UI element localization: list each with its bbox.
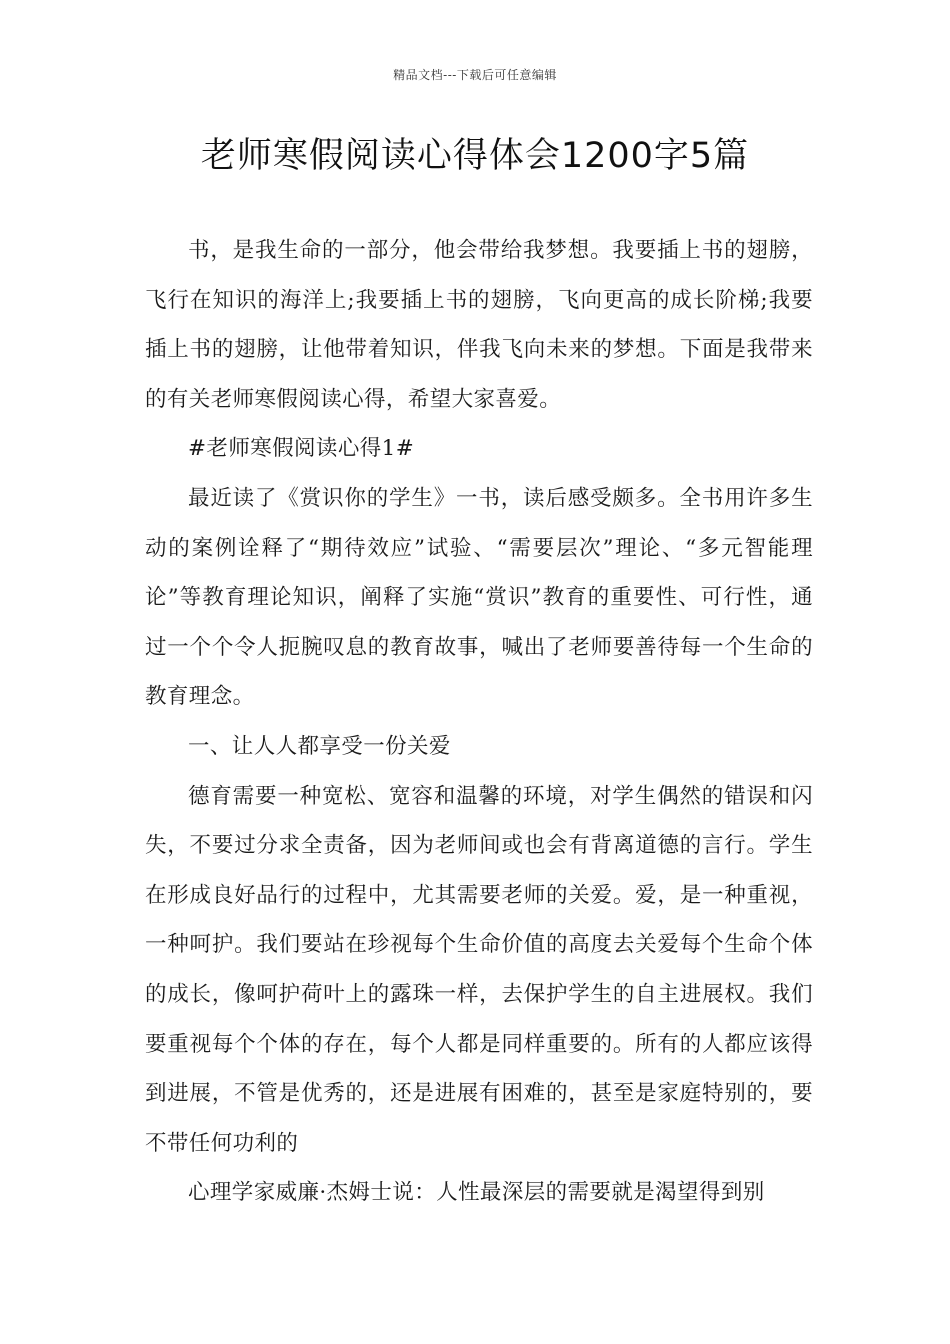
section-heading: #老师寒假阅读心得1#	[188, 436, 415, 462]
intro-paragraph: 书，是我生命的一部分，他会带给我梦想。我要插上书的翅膀，飞行在知识的海洋上;我要插上书的翅膀，飞向更高的成长阶梯;我要插上书的翅膀，让他带着知识，伴我飞向未来的梦想。下面是我带来的有关老师寒假阅读心得，希望大家喜爱。	[145, 238, 813, 412]
document-title: 老师寒假阅读心得体会1200字5篇	[200, 136, 750, 176]
body-paragraph: 心理学家威廉·杰姆士说：人性最深层的需要就是渴望得到别	[188, 1180, 765, 1206]
subheading: 一、让人人都享受一份关爱	[188, 733, 451, 759]
document-body	[145, 226, 813, 1218]
body-paragraph: 德育需要一种宽松、宽容和温馨的环境，对学生偶然的错误和闪失，不要过分求全责备，因为老师间或也会有背离道德的言行。学生在形成良好品行的过程中，尤其需要老师的关爱。爱，是一种重视，一种呵护。我们要站在珍视每个生命价值的高度去关爱每个生命个体的成长，像呵护荷叶上的露珠一样，去保护学生的自主进展权。我们要重视每个个体的存在，每个人都是同样重要的。所有的人都应该得到进展，不管是优秀的，还是进展有困难的，甚至是家庭特别的，要不带任何功利的	[145, 783, 813, 1156]
body-paragraph: 最近读了《赏识你的学生》一书，读后感受颇多。全书用许多生动的案例诠释了“期待效应”试验、“需要层次”理论、“多元智能理论”等教育理论知识，阐释了实施“赏识”教育的重要性、可行性，通过一个个令人扼腕叹息的教育故事，喊出了老师要善待每一个生命的教育理念。	[145, 485, 813, 710]
page-header-note: 精品文档---下载后可任意编辑	[393, 68, 557, 82]
